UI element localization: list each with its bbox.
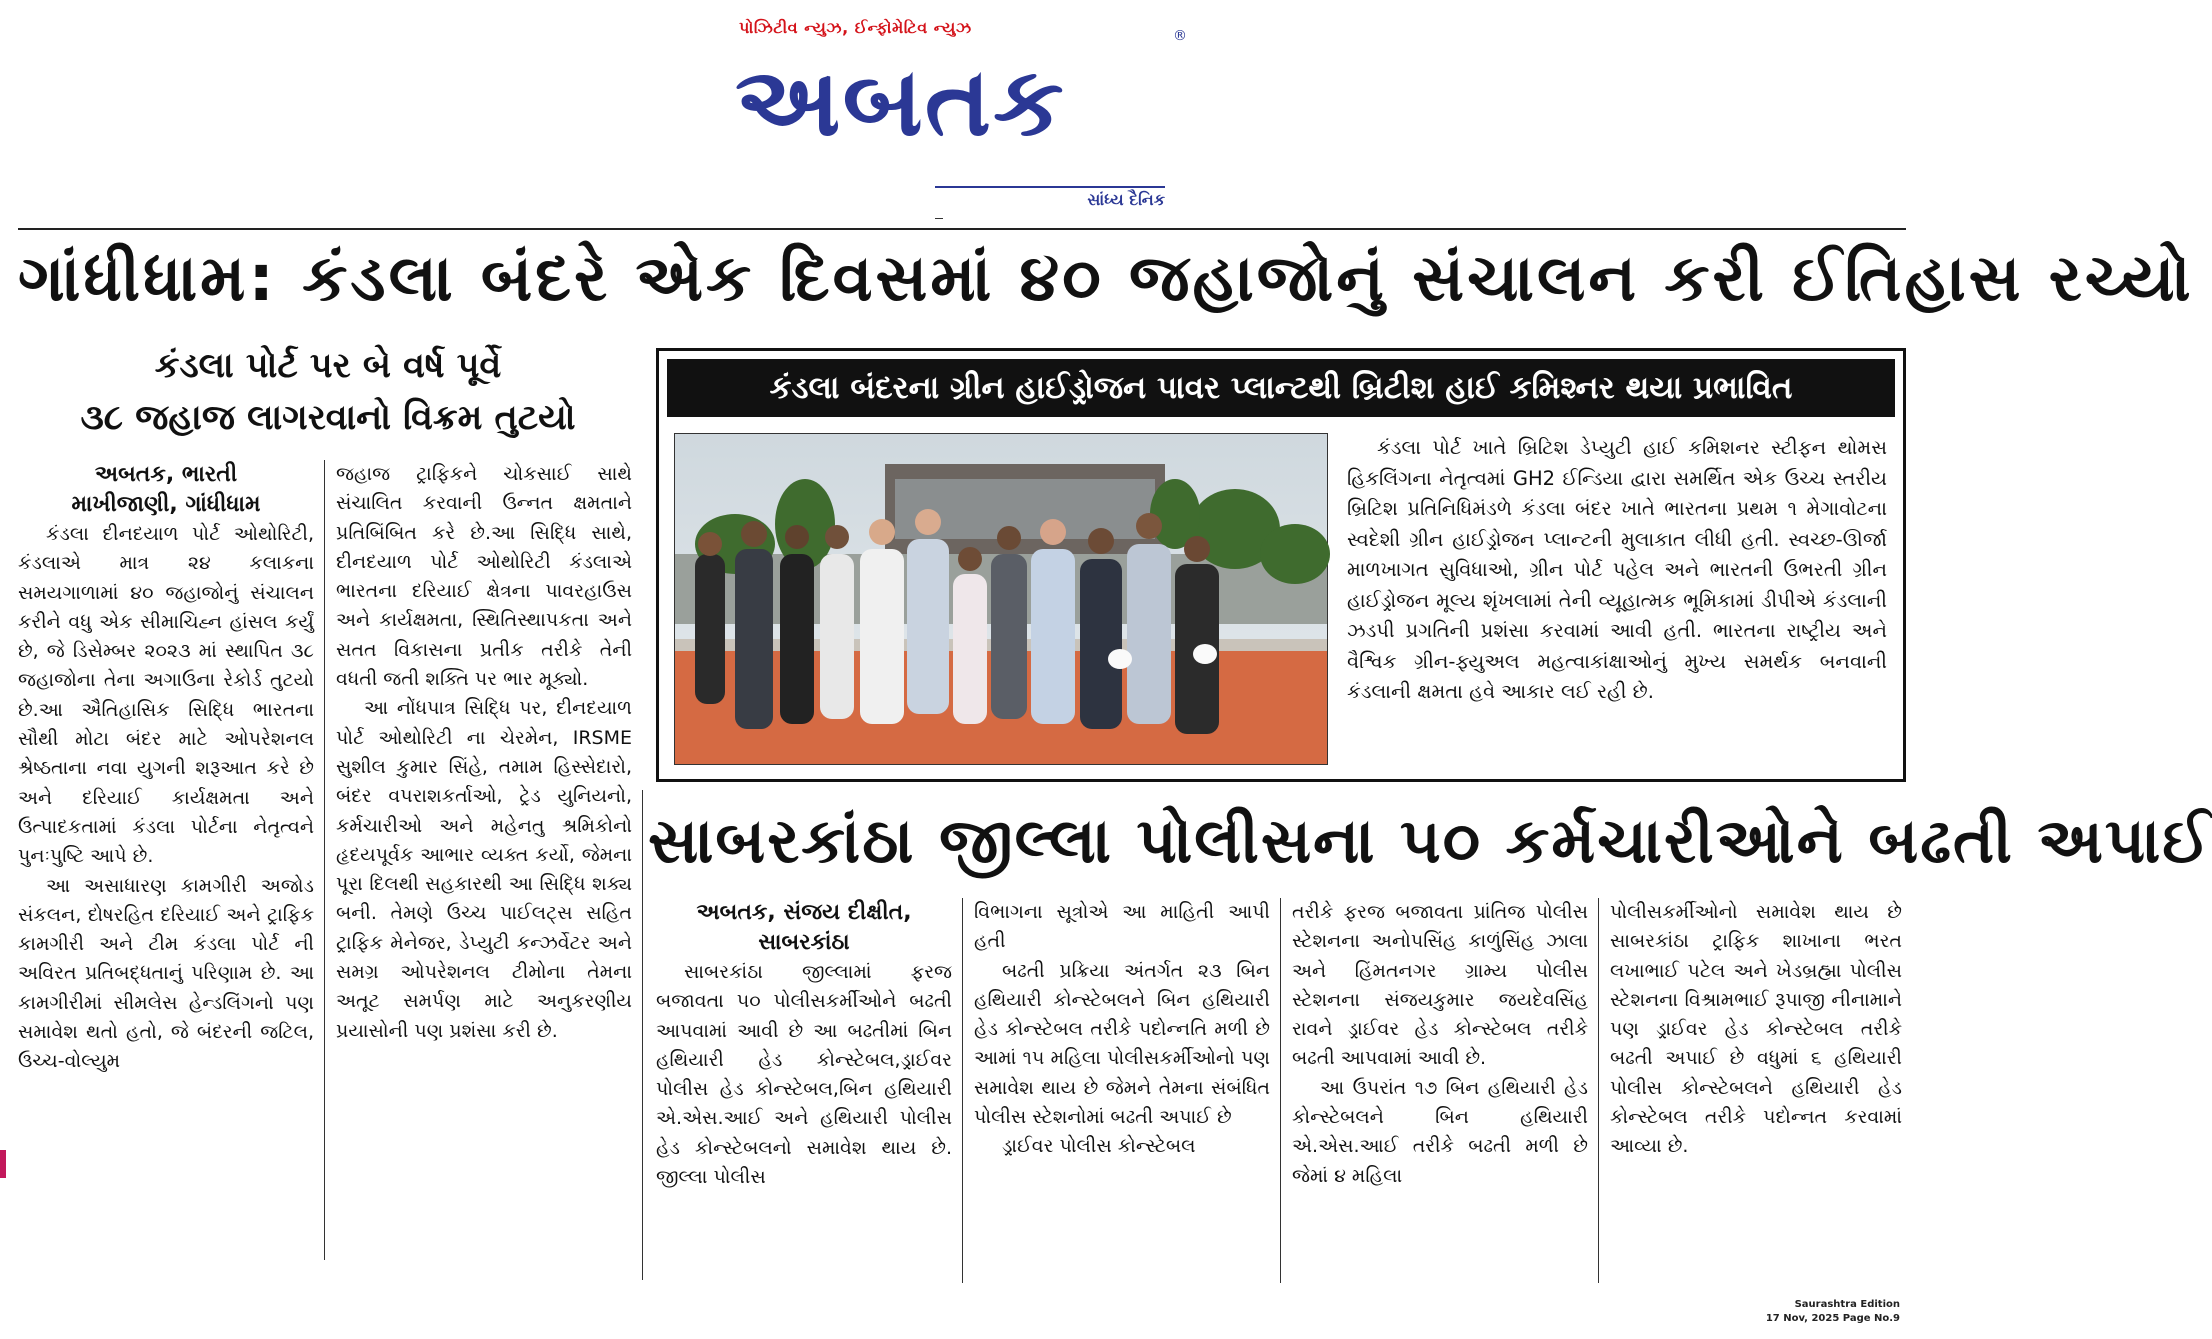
story1-byline-line1: અબતક, ભારતી xyxy=(94,462,238,487)
story1-column-1 xyxy=(18,460,314,1077)
story3-column-2 xyxy=(974,898,1270,1162)
story3-column-3 xyxy=(1292,898,1588,1191)
story2-photo xyxy=(674,433,1328,765)
column-rule xyxy=(962,898,963,1283)
story1-headline: ગાંધીધામ: કંડલા બંદરે એક દિવસમાં ૪૦ જહાજોનું સંચાલન કરી ઈતિહાસ રચ્યો xyxy=(18,242,2194,316)
newspaper-logo: અબતક xyxy=(735,45,1066,158)
column-rule xyxy=(1280,898,1281,1283)
masthead xyxy=(735,18,1187,209)
story1-column-2 xyxy=(336,460,632,1046)
footer-edition: Saurashtra Edition xyxy=(1794,1299,1900,1310)
story3-paragraph: વિભાગના સૂત્રોએ આ માહિતી આપી હતી xyxy=(974,901,1270,953)
story1-byline-line2: માખીજાણી, ગાંધીધામ xyxy=(71,492,261,517)
story2-body xyxy=(1347,433,1887,708)
story2-box xyxy=(656,348,1906,782)
page-footer xyxy=(1766,1298,1900,1326)
story3-byline-line1: અબતક, સંજય દીક્ષીત, xyxy=(696,900,912,925)
story3-headline: સાબરકાંઠા જીલ્લા પોલીસના ૫૦ કર્મચારીઓને બઢતી અપાઈ xyxy=(648,804,2212,877)
top-rule xyxy=(18,228,1906,230)
story3-paragraph: સાબરકાંઠા જીલ્લામાં ફરજ બજાવતા ૫૦ પોલીસકર્મીઓને બઢતી આપવામાં આવી છે આ બઢતીમાં બિન હથિયારી હેડ કોન્સ્ટેબલ,ડ્રાઈવર પોલીસ હેડ કોન્સ્ટેબલ,બિન હથિયારી એ.એસ.આઈ અને હથિયારી પોલીસ હેડ કોન્સ્ટેબલનો સમાવેશ થાય છે. જીલ્લા પોલીસ xyxy=(656,961,952,1189)
story2-paragraph: કંડલા પોર્ટ ખાતે બ્રિટિશ ડેપ્યુટી હાઈ કમિશનર સ્ટીફન થોમસ હિકલિંગના નેતૃત્વમાં GH2 ઈન્ડિયા દ્વારા સમર્થિત એક ઉચ્ચ સ્તરીય બ્રિટિશ પ્રતિનિધિમંડળે કંડલા બંદર ખાતે ભારતના પ્રથમ ૧ મેગાવોટના સ્વદેશી ગ્રીન હાઈડ્રોજન પ્લાન્ટની મુલાકાત લીધી હતી. સ્વચ્છ-ઊર્જા માળખાગત સુવિધાઓ, ગ્રીન પોર્ટ પહેલ અને ભારતની ઉભરતી ગ્રીન હાઈડ્રોજન મૂલ્ય શૃંખલામાં તેની વ્યૂહાત્મક ભૂમિકામાં ડીપીએ કંડલાની ઝડપી પ્રગતિની પ્રશંસા કરવામાં આવી હતી. ભારતના રાષ્ટ્રીય અને વૈશ્વિક ગ્રીન-ફ્યુઅલ મહત્વાકાંક્ષાઓનું મુખ્ય સમર્થક બનવાની કંડલાની ક્ષમતા હવે આકાર લઈ રહી છે. xyxy=(1347,436,1887,703)
story1-paragraph: આ નોંધપાત્ર સિદ્ધિ પર, દીનદયાળ પોર્ટ ઓથોરિટી ના ચેરમેન, IRSME સુશીલ કુમાર સિંહે, તમામ હિસ્સેદારો, બંદર વપરાશકર્તાઓ, ટ્રેડ યુનિયનો, કર્મચારીઓ અને મહેનતુ શ્રમિકોનો હૃદયપૂર્વક આભાર વ્યક્ત કર્યો, જેમના પૂરા દિલથી સહકારથી આ સિદ્ધિ શક્ય બની. તેમણે ઉચ્ચ પાઈલટ્સ સહિત ટ્રાફિક મેનેજર, ડેપ્યુટી કન્ઝર્વેટર અને સમગ્ર ઓપરેશનલ ટીમોના તેમના અતૂટ સમર્પણ માટે અનુકરણીય પ્રયાસોની પણ પ્રશંસા કરી છે. xyxy=(336,697,632,1042)
story3-paragraph: પોલીસકર્મીઓનો સમાવેશ થાય છે સાબરકાંઠા ટ્રાફિક શાખાના ભરત લખાભાઈ પટેલ અને ખેડબ્રહ્મા પોલીસ સ્ટેશનના વિશ્રામભાઈ રૂપાજી નીનામાને પણ ડ્રાઈવર હેડ કોન્સ્ટેબલ તરીકે બઢતી અપાઈ છે વધુમાં ૬ હથિયારી પોલીસ કોન્સ્ટેબલને હથિયારી હેડ કોન્સ્ટેબલ તરીકે પદોન્નત કરવામાં આવ્યા છે. xyxy=(1610,901,1902,1158)
story3-paragraph: ડ્રાઈવર પોલીસ કોન્સ્ટેબલ xyxy=(1002,1135,1196,1158)
story3-paragraph: તરીકે ફરજ બજાવતા પ્રાંતિજ પોલીસ સ્ટેશનના અનોપસિંહ કાળુંસિંહ ઝાલા અને હિંમતનગર ગ્રામ્ય પોલીસ સ્ટેશનના સંજયકુમાર જયદેવસિંહ રાવને ડ્રાઈવર હેડ કોન્સ્ટેબલ તરીકે બઢતી આપવામાં આવી છે. xyxy=(1292,901,1588,1070)
story1-paragraph: કંડલા દીનદયાળ પોર્ટ ઓથોરિટી, કંડલાએ માત્ર ૨૪ કલાકના સમયગાળામાં ૪૦ જહાજોનું સંચાલન કરીને વધુ એક સીમાચિહ્ન હાંસલ કર્યું છે, જે ડિસેમ્બર ૨૦૨૩ માં સ્થાપિત ૩૮ જહાજોના તેના અગાઉના રેકોર્ડ તુટયો છે.આ ઐતિહાસિક સિદ્ધિ ભારતના સૌથી મોટા બંદર માટે ઓપરેશનલ શ્રેષ્ઠતાના નવા યુગની શરૂઆત કરે છે અને દરિયાઈ કાર્યક્ષમતા અને ઉત્પાદકતામાં કંડલા પોર્ટના નેતૃત્વને પુનઃપુષ્ટિ આપે છે. xyxy=(18,523,314,868)
registered-mark: ® xyxy=(1173,28,1187,44)
masthead-rule xyxy=(935,186,1165,188)
delegation-group-photo xyxy=(675,434,1327,764)
story1-subhead xyxy=(18,340,638,444)
crop-tick xyxy=(935,218,943,219)
story2-headline: કંડલા બંદરના ગ્રીન હાઈડ્રોજન પાવર પ્લાન્ટથી બ્રિટીશ હાઈ કમિશ્નર થયા પ્રભાવિત xyxy=(667,359,1895,417)
edge-mark xyxy=(0,1150,6,1178)
footer-date-page: 17 Nov, 2025 Page No.9 xyxy=(1765,1313,1900,1324)
story1-paragraph: જહાજ ટ્રાફિકને ચોકસાઈ સાથે સંચાલિત કરવાની ઉન્નત ક્ષમતાને પ્રતિબિંબિત કરે છે.આ સિદ્ધિ સાથે, દીનદયાળ પોર્ટ ઓથોરિટી કંડલાએ ભારતના દરિયાઈ ક્ષેત્રના પાવરહાઉસ અને કાર્યક્ષમતા, સ્થિતિસ્થાપકતા અને સતત વિકાસના પ્રતીક તરીકે તેની વધતી જતી શક્તિ પર ભાર મૂક્યો. xyxy=(336,463,632,691)
story3-column-4 xyxy=(1610,898,1902,1162)
story1-subhead-line1: કંડલા પોર્ટ પર બે વર્ષ પૂર્વે xyxy=(154,346,502,386)
story3-paragraph: આ ઉપરાંત ૧૭ બિન હથિયારી હેડ કોન્સ્ટેબલને બિન હથિયારી એ.એસ.આઈ તરીકે બઢતી મળી છે જેમાં ૪ મહિલા xyxy=(1292,1076,1588,1187)
story3-column-1 xyxy=(656,898,952,1192)
column-rule xyxy=(1598,898,1599,1283)
story1-paragraph: આ અસાધારણ કામગીરી અજોડ સંકલન, દોષરહિત દરિયાઈ અને ટ્રાફિક કામગીરી અને ટીમ કંડલા પોર્ટ ની અવિરત પ્રતિબદ્ધતાનું પરિણામ છે. આ કામગીરીમાં સીમલેસ હેન્ડલિંગનો પણ સમાવેશ થતો હતો, જે બંદરની જટિલ, ઉચ્ચ-વોલ્યુમ xyxy=(18,874,314,1073)
story1-subhead-line2: ૩૮ જહાજ લાગરવાનો વિક્રમ તુટયો xyxy=(80,398,576,438)
story3-paragraph: બઢતી પ્રક્રિયા અંતર્ગત ૨૩ બિન હથિયારી કોન્સ્ટેબલને બિન હથિયારી હેડ કોન્સ્ટેબલ તરીકે પદોન્નતિ મળી છે આમાં ૧૫ મહિલા પોલીસકર્મીઓનો પણ સમાવેશ થાય છે જેમને તેમના સંબંધિત પોલીસ સ્ટેશનોમાં બઢતી અપાઈ છે xyxy=(974,959,1270,1129)
masthead-tagline: પોઝિટીવ ન્યુઝ, ઈન્ફોમેટિવ ન્યુઝ xyxy=(739,18,972,37)
column-rule xyxy=(642,790,643,1280)
masthead-edition-type: સાંધ્ય દૈનિક xyxy=(1087,190,1165,209)
story3-byline-line2: સાબરકાંઠા xyxy=(758,930,850,955)
column-rule xyxy=(324,460,325,1260)
